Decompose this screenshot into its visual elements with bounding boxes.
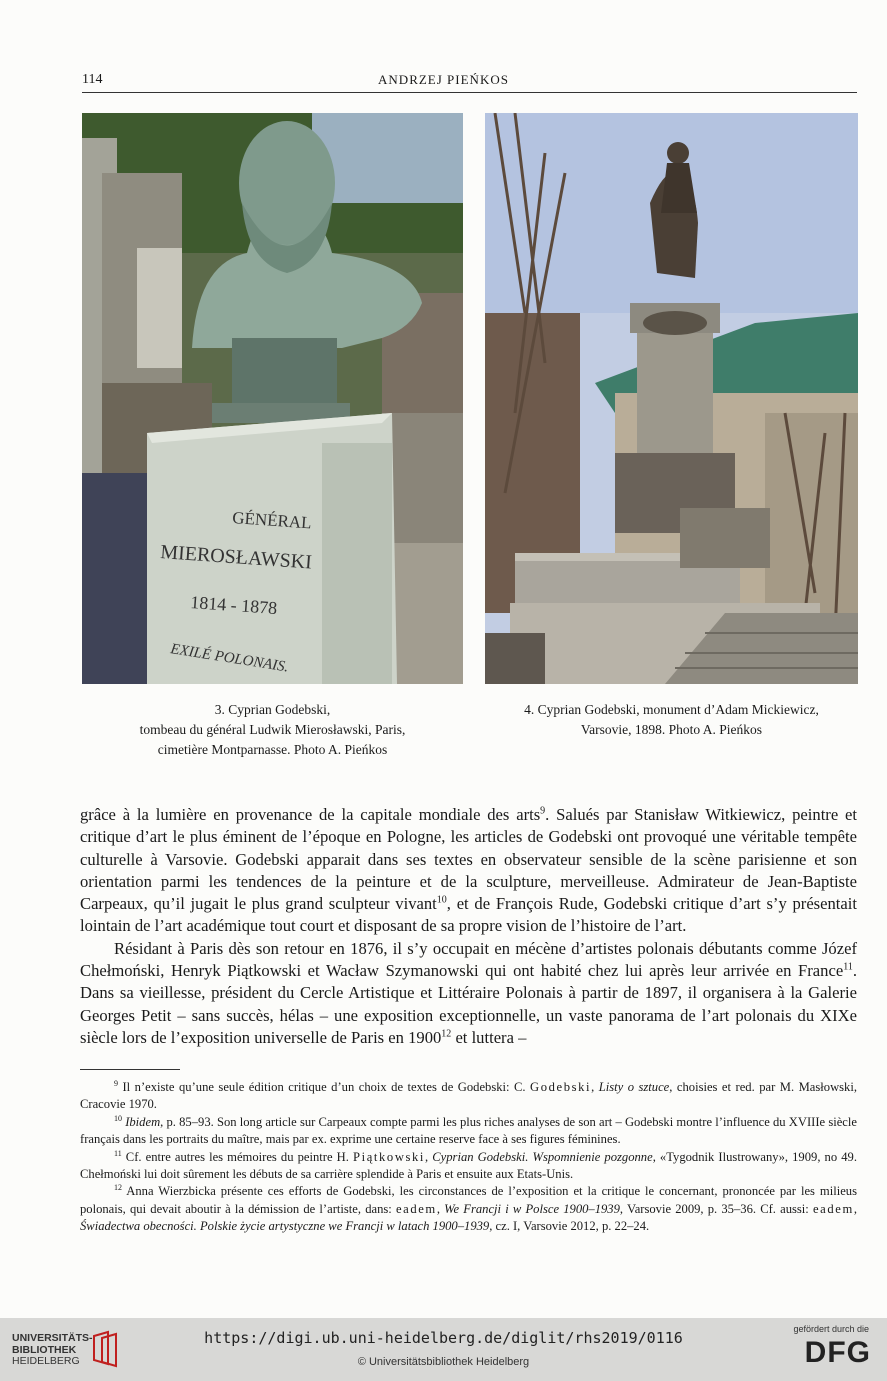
text-run: , Varsovie 2009, p. 35–36. Cf. aussi: [619,1201,813,1216]
author-name: Godebski [530,1080,592,1094]
footnote-ref: 12 [114,1183,122,1193]
footnotes [80,1079,857,1236]
text-run: , cz. I, Varsovie 2012, p. 22–24. [489,1219,650,1234]
footnote [80,1114,857,1149]
body-text [80,804,857,1049]
paragraph-1 [80,804,857,938]
footnote-ref: 12 [441,1028,452,1040]
footnote-rule [80,1069,180,1070]
text-run: et luttera – [451,1027,527,1047]
figure-4-caption: 4. Cyprian Godebski, monument d’Adam Mickiewicz, Varsovie, 1898. Photo A. Pieńkos [524,702,819,737]
paragraph-2 [80,938,857,1049]
author-name: Piątkowski [353,1149,426,1164]
italic-title: Cyprian Godebski. Wspomnienie pozgonne [432,1149,653,1164]
text-run: , [591,1080,599,1094]
text-run: Cf. entre autres les mémoires du peintre H. [121,1149,354,1164]
footer-bar [0,1318,887,1381]
text-run: , choisies et red. par M. Masłowski, Cracovie 1970. [80,1080,858,1112]
page-url-link[interactable]: https://digi.ub.uni-heidelberg.de/diglit/rhs2019/0116 [204,1329,683,1347]
footnote [80,1149,857,1184]
running-head: ANDRZEJ PIEŃKOS [378,72,509,87]
author-name: eadem [395,1201,437,1216]
italic-title: Listy o sztuce [598,1080,670,1094]
copyright-text: © Universitätsbibliothek Heidelberg [357,1356,530,1368]
text-run: grâce à la lumière en provenance de la capitale mondiale des arts [80,805,541,824]
text-run: , [425,1149,433,1164]
funder-note: gefördert durch die [793,1324,869,1334]
footnote-ref: 9 [540,805,546,817]
dfg-logo[interactable]: DFG [804,1336,871,1369]
library-logo-text[interactable]: UNIVERSITÄTS- BIBLIOTHEK HEIDELBERG [12,1332,93,1367]
italic-title: We Francji i w Polsce 1900–1939 [444,1201,620,1216]
footnote-ref: 9 [114,1078,118,1088]
inscription-exile: EXILÉ POLONAIS. [169,641,290,676]
text-run: , [853,1201,858,1216]
inscription-dates: 1814 - 1878 [189,592,278,619]
inscription-name: MIEROSŁAWSKI [159,541,313,574]
footnote-ref: 10 [436,894,447,906]
footnote-ref: 11 [114,1148,122,1158]
footnote [80,1079,857,1114]
page-number: 114 [82,72,103,87]
inscription-general: GÉNÉRAL [231,508,313,533]
header-rule [82,92,857,93]
italic-title: Świadectwa obecności. Polskie życie artystyczne we Francji w latach 1900–1939 [80,1219,490,1234]
text-run: . Dans sa vieillesse, président du Cercle Artistique et Littéraire Polonais à partir de 1897, il organisera à la Galerie Georges Petit – sans succès, hélas – une exposition exceptionnelle, un vaste panorama de l’art polonais du XIXe siècle lors de l’exposition universelle de Paris en 1900 [80,961,857,1047]
photo-mieroslawski-tomb [82,113,463,684]
figure-3-caption: 3. Cyprian Godebski, tombeau du général Ludwik Mierosławski, Paris, cimetière Montparnasse. Photo A. Pieńkos [139,702,406,757]
text-run: Il n’existe qu’une seule édition critique d’un choix de textes de Godebski: C. [118,1080,531,1094]
text-run: , «Tygodnik Ilustrowany», 1909, no 49. Chełmoński lui doit sûrement les débuts de sa carrière splendide à Paris et ensuite aux Etats-Unis. [80,1149,857,1182]
text-run: Anna Wierzbicka présente ces efforts de Godebski, les circonstances de l’exposition et la critique le concernant, prononcée par les milieus polonais, qui devait aboutir à la démission de l’artiste, dans: [80,1184,857,1216]
author-name: eadem [812,1201,854,1216]
photo-mickiewicz-monument [485,113,858,684]
footnote-ref: 11 [843,961,853,973]
text-run: , et de François Rude, Godebski critique d’art s’y présentait lointain de l’art académique tout court et disposant de sa propre vision de l’histoire de l’art. [80,894,857,936]
text-run: . Salués par Stanisław Witkiewicz, peintre et critique d’art le plus éminent de l’époque en Pologne, les articles de Godebski ont provoqué une véritable tempête culturelle à Varsovie. Godebski apparait dans ses textes en observateur sensible de la scène parisienne et son orientation parmi les tendences de la peinture et de la sculpture, merveilleuse. Admirateur de Jean-Baptiste Carpeaux, qu’il jugait le plus grand sculpteur vivant [80,805,857,914]
footnote [80,1183,857,1235]
italic-title: Ibidem [125,1114,161,1129]
text-run: Résidant à Paris dès son retour en 1876, il s’y occupait en mécène d’artistes polonais débutants comme Józef Chełmoński, Henryk Piątkowski et Wacław Szymanowski qui ont habité chez lui après leur arrivée en France [80,938,857,981]
text-run: , [436,1201,445,1216]
footnote-ref: 10 [114,1113,122,1123]
text-run: , p. 85–93. Son long article sur Carpeaux compte parmi les plus riches analyses de son art – Godebski montre l’influence du XVIIIe siècle français dans les portraits du maître, mais par ex. exprime une certaine reserve face à ses figures féminines. [80,1114,857,1147]
